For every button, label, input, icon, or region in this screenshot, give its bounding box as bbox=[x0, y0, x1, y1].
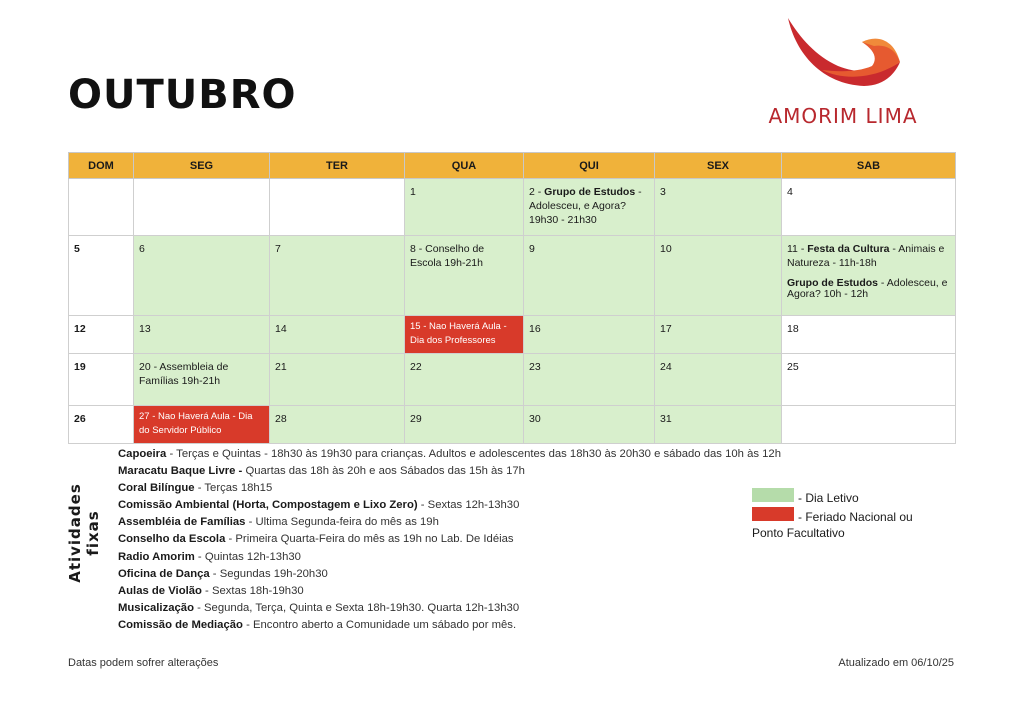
day-cell: 25 bbox=[782, 354, 956, 406]
day-cell: 28 bbox=[270, 406, 405, 444]
legend-label-feriado-cont: Ponto Facultativo bbox=[752, 526, 845, 540]
amorim-lima-logo bbox=[768, 14, 918, 132]
week-row bbox=[69, 406, 956, 444]
day-cell bbox=[134, 179, 270, 236]
day-cell bbox=[69, 179, 134, 236]
day-cell: 24 bbox=[655, 354, 782, 406]
activity-item: Assembléia de Famílias - Ultima Segunda-feira do mês as 19h bbox=[118, 516, 439, 529]
activity-item: Comissão de Mediação - Encontro aberto a Comunidade um sábado por mês. bbox=[118, 618, 517, 631]
calendar-table bbox=[68, 152, 956, 444]
event-detail: - Adolesceu, e Agora? 19h30 - 21h30 bbox=[529, 186, 642, 226]
day-cell: 19 bbox=[69, 354, 134, 406]
day-cell bbox=[524, 179, 655, 236]
day-number: 11 - bbox=[787, 243, 808, 255]
day-cell: 20 - Assembleia de Famílias 19h-21h bbox=[134, 354, 270, 406]
day-cell: 21 bbox=[270, 354, 405, 406]
day-cell: 22 bbox=[405, 354, 524, 406]
day-cell: 30 bbox=[524, 406, 655, 444]
logo-text: AMORIM LIMA bbox=[768, 104, 918, 128]
day-cell: 26 bbox=[69, 406, 134, 444]
day-cell bbox=[782, 236, 956, 316]
activity-item: Capoeira - Terças e Quintas - 18h30 às 19h30 para crianças. Adultos e adolescentes das 18h30 às 20h30 e sábado das 10h às 12h bbox=[118, 448, 781, 460]
weekday-qui: QUI bbox=[524, 153, 655, 179]
day-cell: 29 bbox=[405, 406, 524, 444]
day-cell: 12 bbox=[69, 316, 134, 354]
boat-logo-icon bbox=[782, 14, 904, 102]
legend-swatch-letivo bbox=[752, 488, 794, 502]
event-detail: - Animais e Natureza - 11h-18h bbox=[787, 243, 945, 269]
activity-item: Maracatu Baque Livre - Quartas das 18h às 20h e aos Sábados das 15h às 17h bbox=[118, 465, 525, 478]
day-cell bbox=[782, 406, 956, 444]
event-name: Festa da Cultura bbox=[807, 243, 890, 255]
activities-vertical-title: Atividades fixas bbox=[66, 483, 102, 583]
weekday-sex: SEX bbox=[655, 153, 782, 179]
week-row bbox=[69, 236, 956, 316]
day-cell: 5 bbox=[69, 236, 134, 316]
day-cell: 7 bbox=[270, 236, 405, 316]
weekday-header-row bbox=[69, 153, 956, 179]
weekday-sab: SAB bbox=[782, 153, 956, 179]
activity-item: Conselho da Escola - Primeira Quarta-Feira do mês as 19h no Lab. De Idéias bbox=[118, 533, 514, 546]
weekday-qua: QUA bbox=[405, 153, 524, 179]
event-name: Grupo de Estudos bbox=[544, 186, 636, 198]
week-row bbox=[69, 354, 956, 406]
footer-disclaimer: Datas podem sofrer alterações bbox=[68, 657, 219, 669]
week-row bbox=[69, 316, 956, 354]
activity-item: Coral Bilíngue - Terças 18h15 bbox=[118, 482, 273, 495]
activity-item: Oficina de Dança - Segundas 19h-20h30 bbox=[118, 567, 328, 580]
day-cell: 16 bbox=[524, 316, 655, 354]
day-cell: 10 bbox=[655, 236, 782, 316]
weekday-seg: SEG bbox=[134, 153, 270, 179]
activity-item: Comissão Ambiental (Horta, Compostagem e Lixo Zero) - Sextas 12h-13h30 bbox=[118, 499, 520, 512]
page-title: OUTUBRO bbox=[68, 72, 297, 118]
day-number: 2 - bbox=[529, 186, 545, 198]
day-cell: 14 bbox=[270, 316, 405, 354]
day-cell: 8 - Conselho de Escola 19h-21h bbox=[405, 236, 524, 316]
day-cell: 9 bbox=[524, 236, 655, 316]
day-cell bbox=[270, 179, 405, 236]
event-detail: - Adolesceu, e Agora? 10h - 12h bbox=[787, 277, 948, 300]
weekday-ter: TER bbox=[270, 153, 405, 179]
legend-label-letivo: - Dia Letivo bbox=[798, 491, 859, 505]
weekday-dom: DOM bbox=[69, 153, 134, 179]
holiday-cell: 27 - Nao Haverá Aula - Dia do Servidor Público bbox=[134, 406, 270, 444]
day-cell: 18 bbox=[782, 316, 956, 354]
day-cell: 23 bbox=[524, 354, 655, 406]
day-cell: 6 bbox=[134, 236, 270, 316]
legend-swatch-feriado bbox=[752, 507, 794, 521]
day-cell: 31 bbox=[655, 406, 782, 444]
day-cell: 17 bbox=[655, 316, 782, 354]
footer-updated-date: Atualizado em 06/10/25 bbox=[838, 657, 954, 669]
event-name: Grupo de Estudos bbox=[787, 277, 879, 289]
holiday-cell: 15 - Nao Haverá Aula - Dia dos Professores bbox=[405, 316, 524, 354]
day-cell: 13 bbox=[134, 316, 270, 354]
activity-item: Aulas de Violão - Sextas 18h-19h30 bbox=[118, 584, 304, 597]
activity-item: Radio Amorim - Quintas 12h-13h30 bbox=[118, 550, 301, 563]
legend-label-feriado: - Feriado Nacional ou bbox=[798, 510, 913, 524]
day-cell: 1 bbox=[405, 179, 524, 236]
week-row bbox=[69, 179, 956, 236]
day-cell: 4 bbox=[782, 179, 956, 236]
activity-item: Musicalização - Segunda, Terça, Quinta e Sexta 18h-19h30. Quarta 12h-13h30 bbox=[118, 601, 520, 614]
day-cell: 3 bbox=[655, 179, 782, 236]
